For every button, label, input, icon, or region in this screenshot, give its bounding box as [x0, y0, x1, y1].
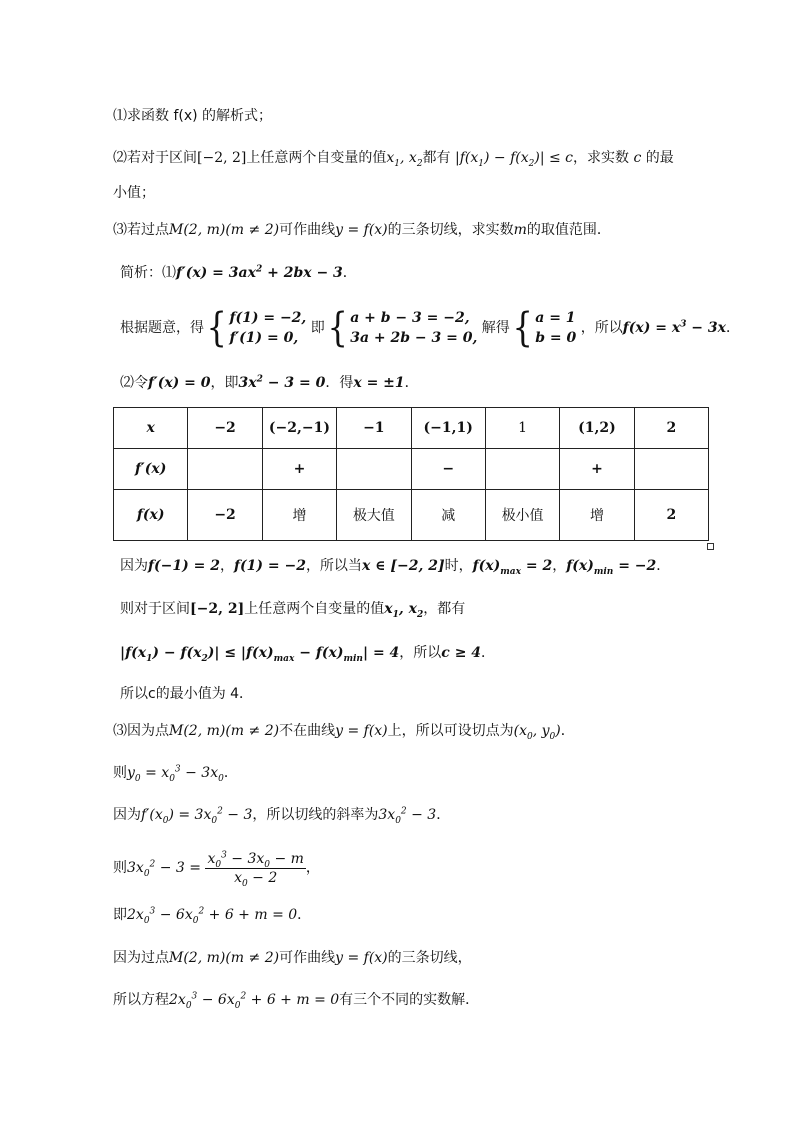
table-cell: 2 — [634, 490, 708, 541]
monotonicity-table — [113, 407, 709, 541]
table-cell: 2 — [634, 408, 708, 449]
solution-2-intro: ⑵令f′(x) = 0，即$3x^2 - 3 = 0$．得x = ±1． — [120, 374, 419, 391]
table-cell: −1 — [337, 408, 411, 449]
table-resize-handle[interactable] — [707, 543, 714, 550]
solution-2-values: 因为f(−1) = 2，f(1) = −2，所以当x ∈ [−2, 2]时，$f(x)_{max} = 2$，$f(x)_{min} = -2$． — [120, 558, 671, 577]
table-row — [114, 449, 709, 490]
table-row — [114, 408, 709, 449]
solution-1: 简析：⑴f′(x) = $3ax^2 + 2bx - 3$． — [120, 264, 357, 281]
table-cell: 极大值 — [337, 490, 411, 541]
table-cell: (1,2) — [560, 408, 634, 449]
table-row — [114, 490, 709, 541]
solution-3-conclusion: 所以方程$2x_0^3 - 6x_0^2 + 6 + m = 0$有三个不同的实数解． — [113, 991, 480, 1011]
solution-2-conclusion: 所以c的最小值为 4． — [120, 686, 254, 702]
table-cell: 极小值 — [485, 490, 559, 541]
table-cell — [485, 449, 559, 490]
table-cell: x — [114, 408, 188, 449]
table-cell — [337, 449, 411, 490]
table-cell: (−1,1) — [411, 408, 485, 449]
solution-system: 根据题意，得{ f(1) = −2, f′(1) = 0, 即{ a + b − 3 = −2, 3a + 2b − 3 = 0, 解得{ a = 1 b = 0 ，所以$f(x) = x^3 - 3x$． — [120, 305, 741, 351]
solution-2-claim: 则对于区间[−2, 2]上任意两个自变量的值$x_1$, $x_2$，都有 — [120, 601, 466, 620]
table-cell: −2 — [188, 490, 262, 541]
question-3: ⑶若过点M(2, m)(m ≠ 2)可作曲线y = f(x)的三条切线，求实数m的取值范围． — [113, 222, 611, 238]
solution-3-intro: ⑶因为点M(2, m)(m ≠ 2)不在曲线y = f(x)上，所以可设切点为($x_0$, $y_0$)． — [113, 723, 575, 742]
table-cell — [634, 449, 708, 490]
table-cell: − — [411, 449, 485, 490]
table-cell: 减 — [411, 490, 485, 541]
table-cell: 增 — [560, 490, 634, 541]
table-cell: f(x) — [114, 490, 188, 541]
question-1: ⑴求函数 f(x) 的解析式； — [113, 108, 273, 124]
question-2-line-2: 小值； — [113, 185, 155, 201]
solution-2-inequality: $|f(x_1) - f(x_2)| \le |f(x)_{max} - f(x)_{min}| = 4$，所以c ≥ 4． — [120, 645, 496, 664]
table-cell: 增 — [262, 490, 336, 541]
question-2-line-1: ⑵若对于区间[−2, 2]上任意两个自变量的值$x_1$, $x_2$都有 $|f(x_1) - f(x_2)| \le c$，求实数 c 的最 — [113, 150, 674, 169]
solution-3-equation: 则$3x_0^2 - 3$ = $\frac{x_0^3 - 3x_0 - m}{x_0 - 2}$ ， — [113, 849, 320, 889]
solution-3-tangents: 因为过点M(2, m)(m ≠ 2)可作曲线y = f(x)的三条切线， — [113, 950, 472, 966]
solution-3-cubic: 即$2x_0^3 - 6x_0^2 + 6 + m = 0$． — [113, 906, 312, 926]
table-cell: −2 — [188, 408, 262, 449]
table-cell: 1 — [485, 408, 559, 449]
solution-3-y0: 则$y_0 = x_0^3 - 3x_0$． — [113, 764, 238, 784]
table-cell: f′(x) — [114, 449, 188, 490]
table-cell: + — [262, 449, 336, 490]
solution-3-slope: 因为$f'(x_0) = 3x_0^2 - 3$，所以切线的斜率为$3x_0^2 - 3$． — [113, 806, 451, 826]
table-cell — [188, 449, 262, 490]
table-cell: (−2,−1) — [262, 408, 336, 449]
table-cell: + — [560, 449, 634, 490]
